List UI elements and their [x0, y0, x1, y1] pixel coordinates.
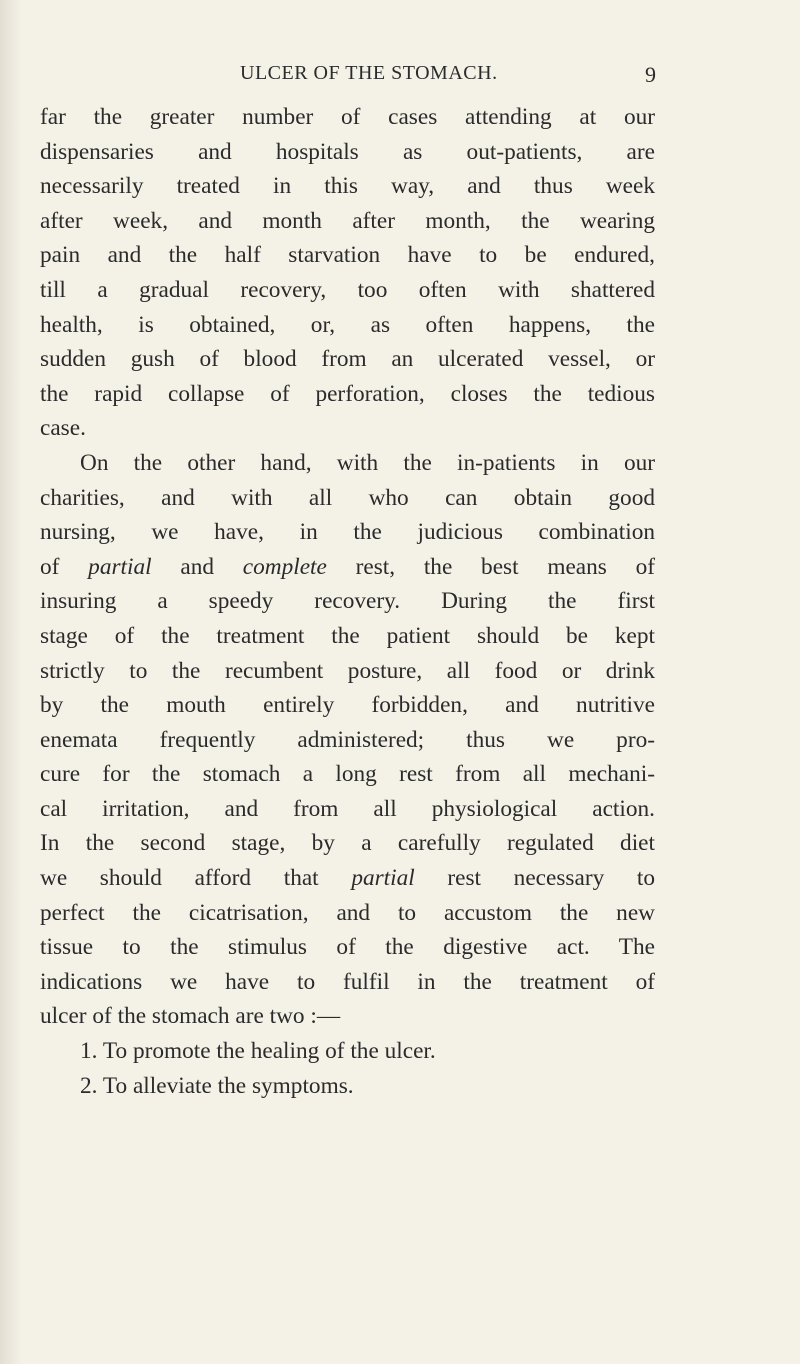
text-line: dispensaries and hospitals as out-patients, are	[40, 138, 655, 165]
text-run: of	[40, 553, 89, 580]
text-run: we should afford that	[40, 865, 352, 892]
list-item: 2. To alleviate the symptoms.	[80, 1072, 354, 1099]
text-line: tissue to the stimulus of the digestive act. The	[40, 934, 655, 961]
text-line-with-italics	[40, 861, 655, 896]
text-run: and	[151, 553, 243, 580]
text-line: strictly to the recumbent posture, all food or drink	[40, 657, 655, 684]
text-line: sudden gush of blood from an ulcerated vessel, or	[40, 346, 655, 373]
text-line: nursing, we have, in the judicious combination	[40, 519, 655, 546]
text-line: case.	[40, 415, 86, 442]
text-line: till a gradual recovery, too often with shattered	[40, 276, 655, 303]
text-line: insuring a speedy recovery. During the first	[40, 588, 655, 615]
text-line: far the greater number of cases attending at our	[40, 104, 655, 130]
indications-list	[40, 1034, 655, 1103]
text-line: pain and the half starvation have to be endured,	[40, 242, 655, 269]
page-body	[40, 100, 655, 1103]
italic-run: complete	[242, 553, 327, 580]
text-line: after week, and month after month, the wearing	[40, 207, 655, 234]
text-line: perfect the cicatrisation, and to accustom the new	[40, 899, 655, 926]
running-title: ULCER OF THE STOMACH.	[240, 62, 498, 84]
text-line: health, is obtained, or, as often happens, the	[40, 311, 655, 338]
page-gutter-shadow	[0, 0, 22, 1364]
italic-run: partial	[351, 865, 415, 892]
text-line-with-italics	[40, 550, 655, 585]
text-line: necessarily treated in this way, and thus week	[40, 173, 655, 200]
text-line: enemata frequently administered; thus we pro-	[40, 726, 655, 753]
text-line: indications we have to fulfil in the treatment of	[40, 968, 655, 995]
list-item: 1. To promote the healing of the ulcer.	[80, 1038, 436, 1065]
text-line: cure for the stomach a long rest from all mechani-	[40, 761, 655, 788]
text-run: rest, the best means of	[326, 553, 656, 580]
text-line: charities, and with all who can obtain good	[40, 484, 655, 511]
paragraph-2	[40, 446, 655, 1034]
page-header	[0, 62, 800, 88]
text-line: On the other hand, with the in-patients in our	[80, 449, 655, 476]
page-number: 9	[645, 62, 656, 87]
text-line: ulcer of the stomach are two :—	[40, 1003, 341, 1030]
text-line: stage of the treatment the patient should be kept	[40, 622, 655, 649]
italic-run: partial	[88, 553, 152, 580]
text-line: the rapid collapse of perforation, closes the tedious	[40, 380, 655, 407]
text-line: cal irritation, and from all physiological action.	[40, 795, 655, 822]
text-run: rest necessary to	[414, 865, 655, 892]
paragraph-1	[40, 100, 655, 446]
text-line: by the mouth entirely forbidden, and nutritive	[40, 692, 655, 719]
text-line: In the second stage, by a carefully regulated diet	[40, 830, 655, 857]
